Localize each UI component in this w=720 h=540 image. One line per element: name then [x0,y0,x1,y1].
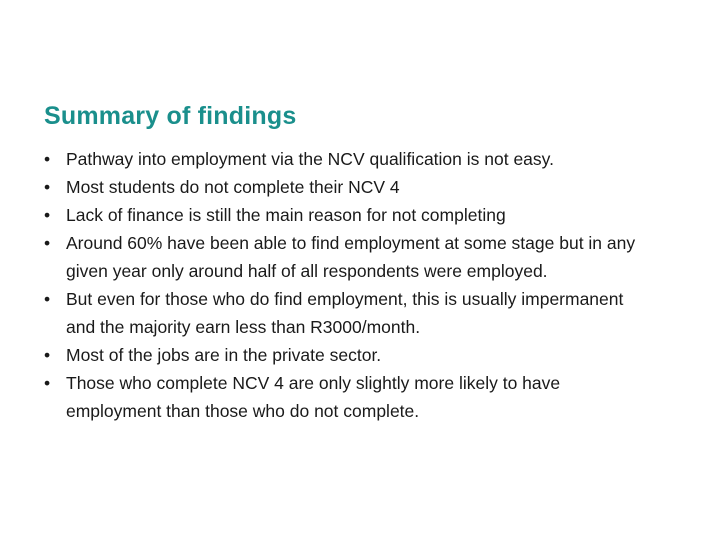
list-item [44,173,644,201]
findings-list [44,145,644,425]
list-item [44,341,644,369]
bullet-text: Lack of finance is still the main reason for not completing [66,205,506,225]
bullet-text: Most students do not complete their NCV 4 [66,177,400,197]
bullet-text: But even for those who do find employment, this is usually impermanent and the majority earn less than R3000/month. [66,289,624,337]
bullet-text: Most of the jobs are in the private sector. [66,345,382,365]
bullet-icon: • [44,205,51,225]
list-item [44,201,644,229]
bullet-icon: • [44,345,51,365]
list-item [44,369,644,425]
list-item [44,229,644,285]
bullet-icon: • [44,289,51,309]
bullet-icon: • [44,177,51,197]
bullet-icon: • [44,233,51,253]
bullet-text: Pathway into employment via the NCV qualification is not easy. [66,149,554,169]
bullet-icon: • [44,149,51,169]
bullet-icon: • [44,373,51,393]
list-item [44,285,644,341]
slide-title: Summary of findings [44,102,297,130]
list-item [44,145,644,173]
bullet-text: Around 60% have been able to find employment at some stage but in any given year only around half of all respondents were employed. [66,233,636,281]
bullet-text: Those who complete NCV 4 are only slightly more likely to have employment than those who do not complete. [66,373,561,421]
